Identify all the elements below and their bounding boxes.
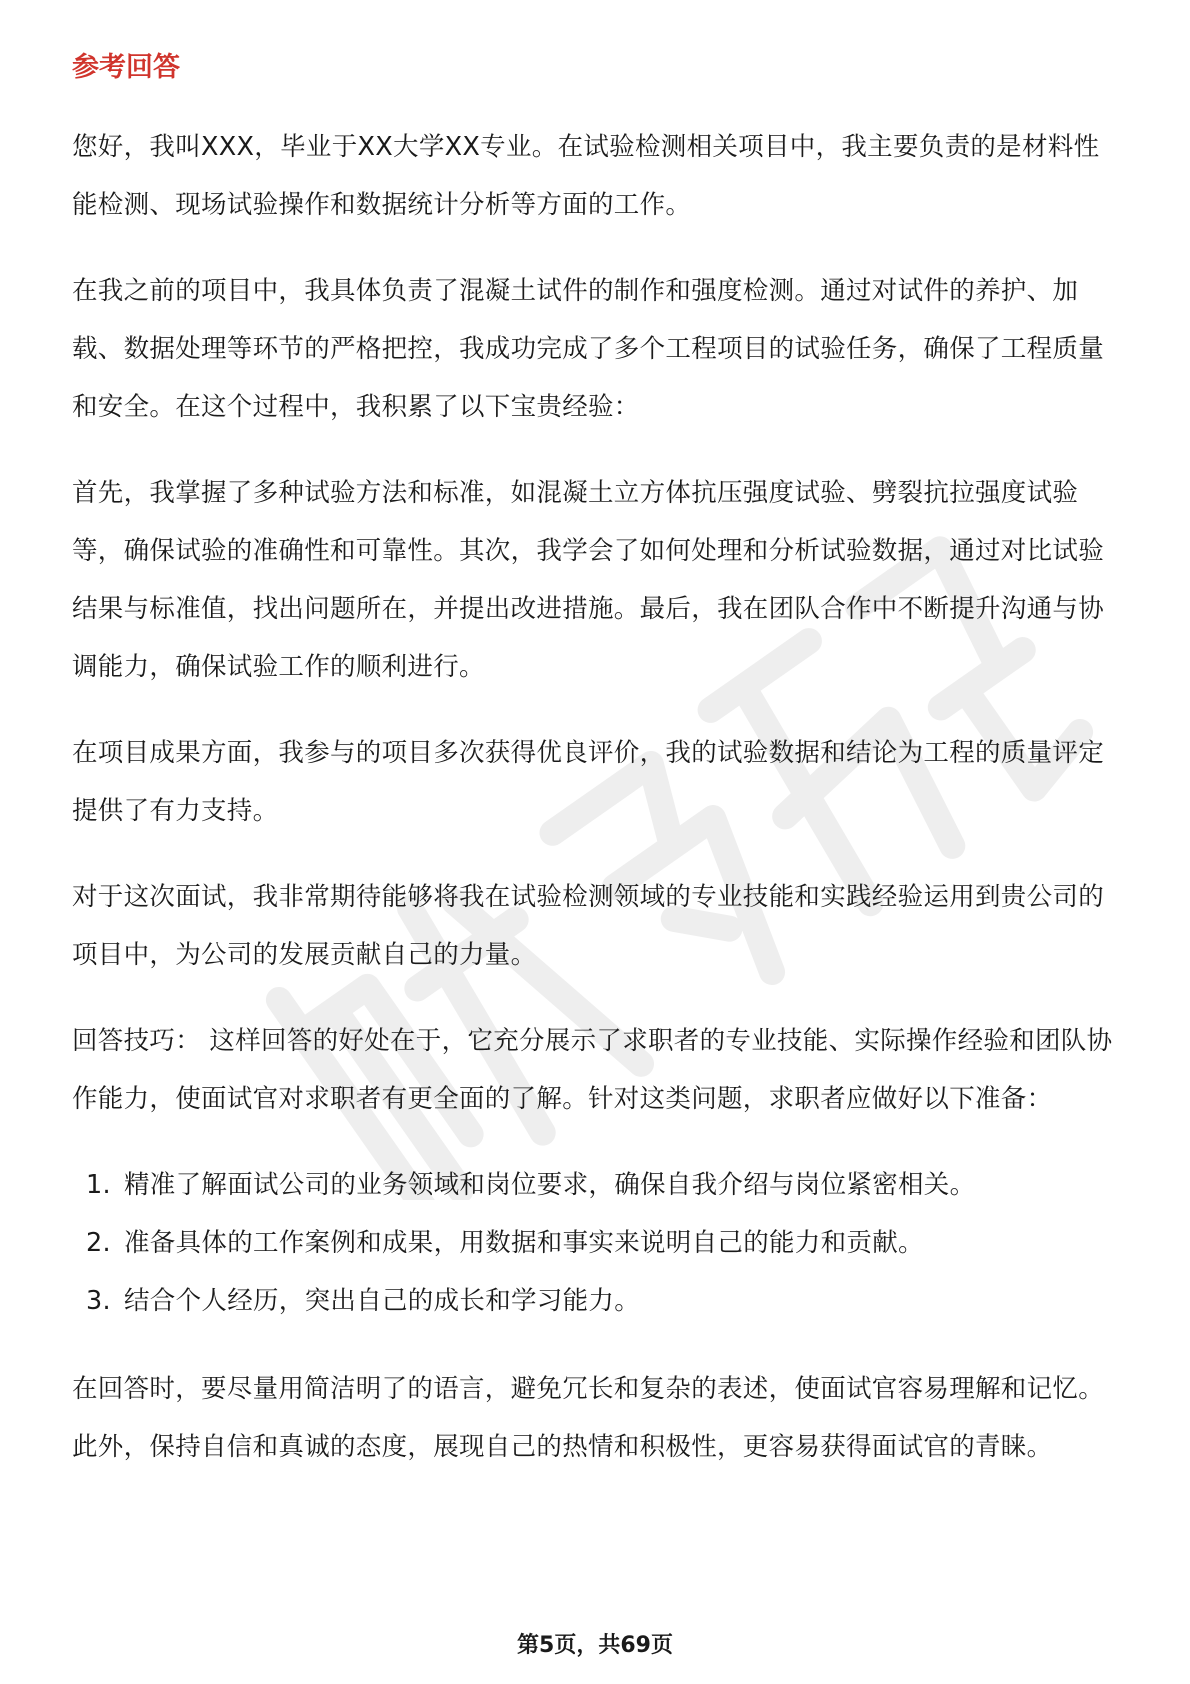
list-item-number: 2. xyxy=(86,1228,111,1258)
paragraph-lessons: 首先，我掌握了多种试验方法和标准，如混凝土立方体抗压强度试验、劈裂抗拉强度试验等，确保试验的准确性和可靠性。其次，我学会了如何处理和分析试验数据，通过对比试验结果与标准值，找出问题所在，并提出改进措施。最后，我在团队合作中不断提升沟通与协调能力，确保试验工作的顺利进行。 xyxy=(72,478,1105,682)
preparation-list xyxy=(72,1156,1122,1330)
paragraph-tips: 回答技巧： 这样回答的好处在于，它充分展示了求职者的专业技能、实际操作经验和团队协作能力，使面试官对求职者有更全面的了解。针对这类问题，求职者应做好以下准备： xyxy=(72,1026,1113,1114)
list-item-number: 3. xyxy=(86,1286,111,1316)
paragraph-closing-advice: 在回答时，要尽量用简洁明了的语言，避免冗长和复杂的表述，使面试官容易理解和记忆。此外，保持自信和真诚的态度，展现自己的热情和积极性，更容易获得面试官的青睐。 xyxy=(72,1374,1105,1462)
paragraph-project-experience: 在我之前的项目中，我具体负责了混凝土试件的制作和强度检测。通过对试件的养护、加载、数据处理等环节的严格把控，我成功完成了多个工程项目的试验任务，确保了工程质量和安全。在这个过程中，我积累了以下宝贵经验： xyxy=(72,276,1105,422)
section-title: 参考回答 xyxy=(72,52,180,83)
page-number-footer: 第5页，共69页 xyxy=(517,1633,673,1658)
list-item xyxy=(72,1156,1122,1214)
answer-body xyxy=(72,118,1122,1504)
list-item-text: 精准了解面试公司的业务领域和岗位要求，确保自我介绍与岗位紧密相关。 xyxy=(124,1170,976,1200)
list-item-text: 准备具体的工作案例和成果，用数据和事实来说明自己的能力和贡献。 xyxy=(124,1228,924,1258)
list-item xyxy=(72,1272,1122,1330)
list-item-number: 1. xyxy=(86,1170,111,1200)
paragraph-intro: 您好，我叫XXX，毕业于XX大学XX专业。在试验检测相关项目中，我主要负责的是材料性能检测、现场试验操作和数据统计分析等方面的工作。 xyxy=(72,132,1100,220)
paragraph-expectation: 对于这次面试，我非常期待能够将我在试验检测领域的专业技能和实践经验运用到贵公司的项目中，为公司的发展贡献自己的力量。 xyxy=(72,882,1105,970)
list-item-text: 结合个人经历，突出自己的成长和学习能力。 xyxy=(124,1286,641,1316)
list-item xyxy=(72,1214,1122,1272)
paragraph-results: 在项目成果方面，我参与的项目多次获得优良评价，我的试验数据和结论为工程的质量评定提供了有力支持。 xyxy=(72,738,1105,826)
